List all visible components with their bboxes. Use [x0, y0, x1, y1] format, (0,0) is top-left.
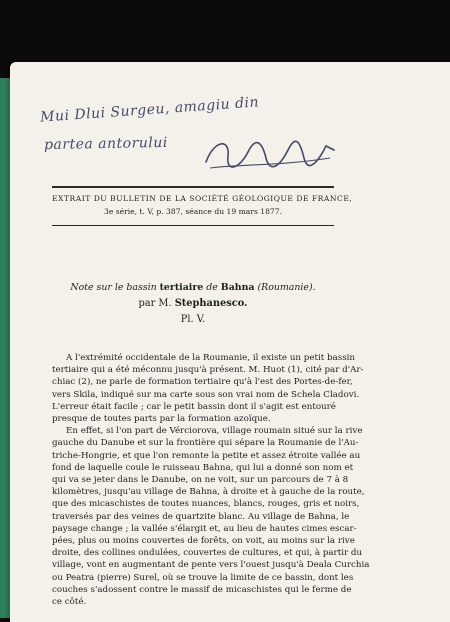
plate-reference: Pl. V.: [180, 314, 206, 325]
text-line: chiac (2), ne parle de formation tertiaire qu'à l'est des Portes-de-fer,: [52, 377, 353, 388]
title-bold-word: tertiaire: [159, 282, 204, 293]
text-line: couches s'adossent contre le massif de micaschistes qui le ferme de: [52, 584, 352, 595]
handwriting-line-1: Mui Dlui Surgeu, amagiu din: [39, 94, 260, 126]
title-block: [52, 280, 334, 328]
header-rule-top: [52, 186, 334, 188]
text-line: ce côté.: [52, 597, 87, 608]
text-line: droite, des collines ondulées, couvertes de cultures, et qui, à partir du: [52, 548, 363, 559]
title-de: de: [206, 282, 218, 293]
article-title: [52, 280, 334, 296]
author-prefix: par M.: [138, 298, 172, 309]
paragraph-2: [52, 425, 370, 608]
text-line: que des micaschistes de toutes nuances, blancs, rouges, gris et noirs,: [52, 499, 360, 510]
text-line: vers Skila, indiqué sur ma carte sous son vrai nom de Schela Cladovi.: [52, 389, 360, 400]
paragraph-1: [52, 352, 364, 425]
header-rule-bottom: [52, 225, 334, 226]
title-prefix: Note sur le bassin: [70, 282, 157, 293]
text-line: kilomètres, jusqu'au village de Bahna, à droite et à gauche de la route,: [52, 487, 365, 498]
text-line: village, vont en augmentant de pente vers l'ouest jusqu'à Deala Curchia: [52, 560, 370, 571]
author-name: Stephanesco.: [174, 298, 248, 309]
bulletin-header: [52, 193, 353, 218]
text-line: A l'extrémité occidentale de la Roumanie, il existe un petit bassin: [66, 353, 356, 363]
text-line: En effet, si l'on part de Vérciorova, village roumain situé sur la rive: [66, 426, 363, 437]
text-line: traversés par des veines de quartzite blanc. Au village de Bahna, le: [52, 511, 350, 522]
text-line: gauche du Danube et sur la frontière qui sépare la Roumanie de l'Au-: [52, 438, 359, 449]
text-line: L'erreur était facile ; car le petit bassin dont il s'agit est entouré: [52, 401, 336, 412]
text-line: fond de laquelle coule le ruisseau Bahna, qui lui a donné son nom et: [52, 462, 354, 473]
handwriting-line-2: partea antorului: [43, 134, 168, 154]
text-line: ou Peatra (pierre) Surel, où se trouve la limite de ce bassin, dont les: [52, 572, 354, 583]
text-line: triche-Hongrie, et que l'on remonte la petite et assez étroite vallée au: [52, 450, 361, 461]
bulletin-header-line-1: EXTRAIT DU BULLETIN DE LA SOCIÉTÉ GÉOLOGIQUE DE FRANCE,: [52, 194, 353, 203]
text-line: presque de toutes parts par la formation azoïque.: [52, 414, 271, 425]
title-paren: (Roumanie).: [257, 282, 316, 293]
article-body: [52, 352, 370, 608]
bulletin-header-line-2: 3e série, t. V, p. 387, séance du 19 mars 1877.: [103, 207, 282, 216]
text-line: paysage change ; la vallée s'élargit et, au lieu de hautes cimes escar-: [52, 523, 357, 534]
text-line: qui va se jeter dans le Danube, on ne voit, sur un parcours de 7 à 8: [52, 475, 349, 486]
text-line: tertiaire qui a été méconnu jusqu'à présent. M. Huot (1), cité par d'Ar-: [52, 365, 364, 376]
title-place: Bahna: [220, 282, 255, 293]
author-line: [52, 296, 334, 312]
text-line: pées, plus ou moins couvertes de forêts, on voit, au moins sur la rive: [52, 536, 355, 547]
